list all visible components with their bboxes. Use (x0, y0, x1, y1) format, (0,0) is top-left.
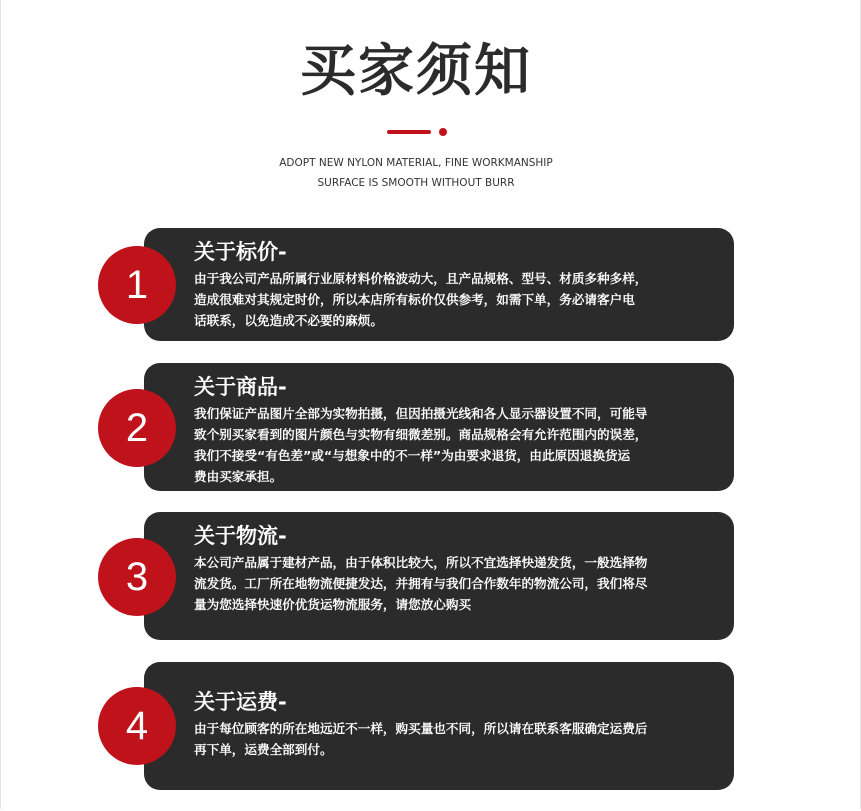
notice-number-badge: 2 (98, 389, 176, 467)
page-title: 买家须知 (300, 39, 532, 104)
notice-text: 由于我公司产品所属行业原材料价格波动大，且产品规格、型号、材质多种多样， 造成很难对其规定时价，所以本店所有标价仅供参考，如需下单，务必请客户电 话联系，以免造成不必要的麻烦。 (194, 271, 648, 328)
notice-card-pricing (144, 228, 734, 341)
notice-number-badge: 1 (98, 246, 176, 324)
notice-text: 我们保证产品图片全部为实物拍摄，但因拍摄光线和各人显示器设置不同，可能导 致个别买家看到的图片颜色与实物有细微差别。商品规格会有允许范围内的误差， 我们不接受“有色差”或“与想象中的不一样”为由要求退货，由此原因退换货运 费由买家承担。 (194, 406, 648, 484)
notice-title: 关于运费- (194, 690, 287, 714)
notice-card-logistics (144, 512, 734, 640)
divider-bar (387, 130, 431, 134)
notice-card-shipping-fee (144, 662, 734, 790)
notice-text: 本公司产品属于建材产品，由于体积比较大，所以不宜选择快递发货，一般选择物 流发货。工厂所在地物流便捷发达，并拥有与我们合作数年的物流公司，我们将尽 量为您选择快速价优货运物流服务，请您放心购买 (194, 555, 648, 612)
notice-title: 关于商品- (194, 375, 287, 399)
notice-title: 关于物流- (194, 524, 287, 548)
notice-title: 关于标价- (194, 240, 287, 264)
title-divider (387, 128, 447, 136)
notice-card-product (144, 363, 734, 491)
subtitle-line-2: SURFACE IS SMOOTH WITHOUT BURR (317, 177, 515, 189)
notice-number-badge: 3 (98, 538, 176, 616)
subtitle-line-1: ADOPT NEW NYLON MATERIAL, FINE WORKMANSHIP (279, 157, 553, 169)
notice-number-badge: 4 (98, 687, 176, 765)
divider-dot (439, 128, 447, 136)
notice-text: 由于每位顾客的所在地远近不一样，购买量也不同，所以请在联系客服确定运费后 再下单，运费全部到付。 (194, 721, 648, 757)
